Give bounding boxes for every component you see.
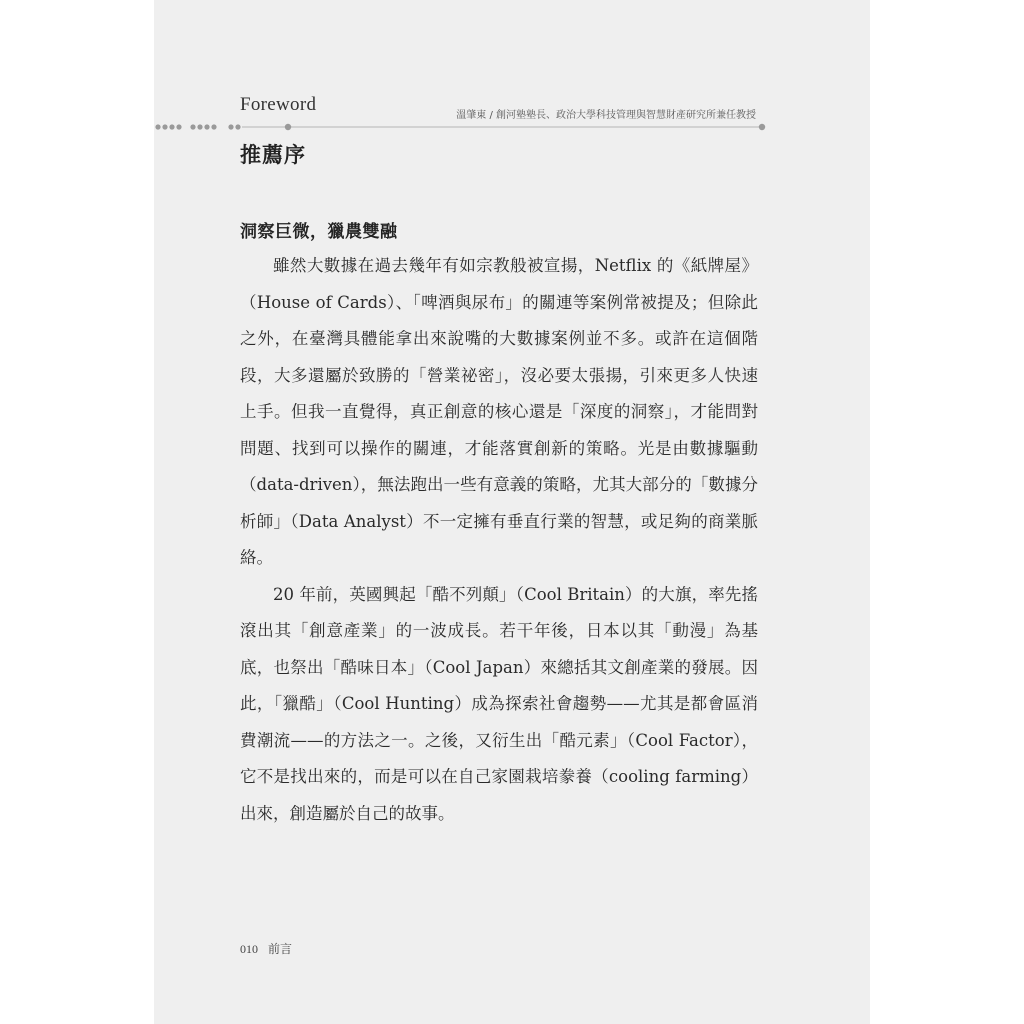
- book-page: [154, 0, 870, 1024]
- rule-node-right: [759, 124, 765, 130]
- rule-dots: [155, 124, 240, 129]
- section-heading: 洞察巨微，獵農雙融: [240, 222, 398, 242]
- foreword-english-title: Foreword: [240, 94, 317, 115]
- rule-node-left: [285, 124, 291, 130]
- footer-section-name: 前言: [268, 942, 293, 956]
- page-footer: [240, 940, 292, 957]
- page-number: 010: [240, 942, 258, 956]
- author-attribution: 溫肇東 / 創河塾塾長、政治大學科技管理與智慧財產研究所兼任教授: [456, 110, 756, 121]
- paragraph-1: 雖然大數據在過去幾年有如宗教般被宣揚，Netflix 的《紙牌屋》（House of Cards）、「啤酒與尿布」的關連等案例常被提及；但除此之外，在臺灣具體能拿出來說嘴的大數據案例並不多。或許在這個階段，大多還屬於致勝的「營業祕密」，沒必要太張揚，引來更多人快速上手。但我一直覺得，真正創意的核心還是「深度的洞察」，才能問對問題、找到可以操作的關連，才能落實創新的策略。光是由數據驅動（data-driven），無法跑出一些有意義的策略，尤其大部分的「數據分析師」（Data Analyst）不一定擁有垂直行業的智慧，或足夠的商業脈絡。: [240, 256, 758, 567]
- body-text: [240, 248, 758, 832]
- foreword-chinese-title: 推薦序: [240, 142, 306, 167]
- decorative-dotted-rule: [154, 121, 774, 133]
- paragraph-2: 20 年前，英國興起「酷不列顛」（Cool Britain）的大旗，率先搖滾出其「創意產業」的一波成長。若干年後，日本以其「動漫」為基底，也祭出「酷味日本」（Cool Japan）來總括其文創產業的發展。因此，「獵酷」（Cool Hunting）成為探索社會趨勢——尤其是都會區消費潮流——的方法之一。之後，又衍生出「酷元素」（Cool Factor），它不是找出來的，而是可以在自己家園栽培豢養（cooling farming）出來，創造屬於自己的故事。: [240, 584, 758, 823]
